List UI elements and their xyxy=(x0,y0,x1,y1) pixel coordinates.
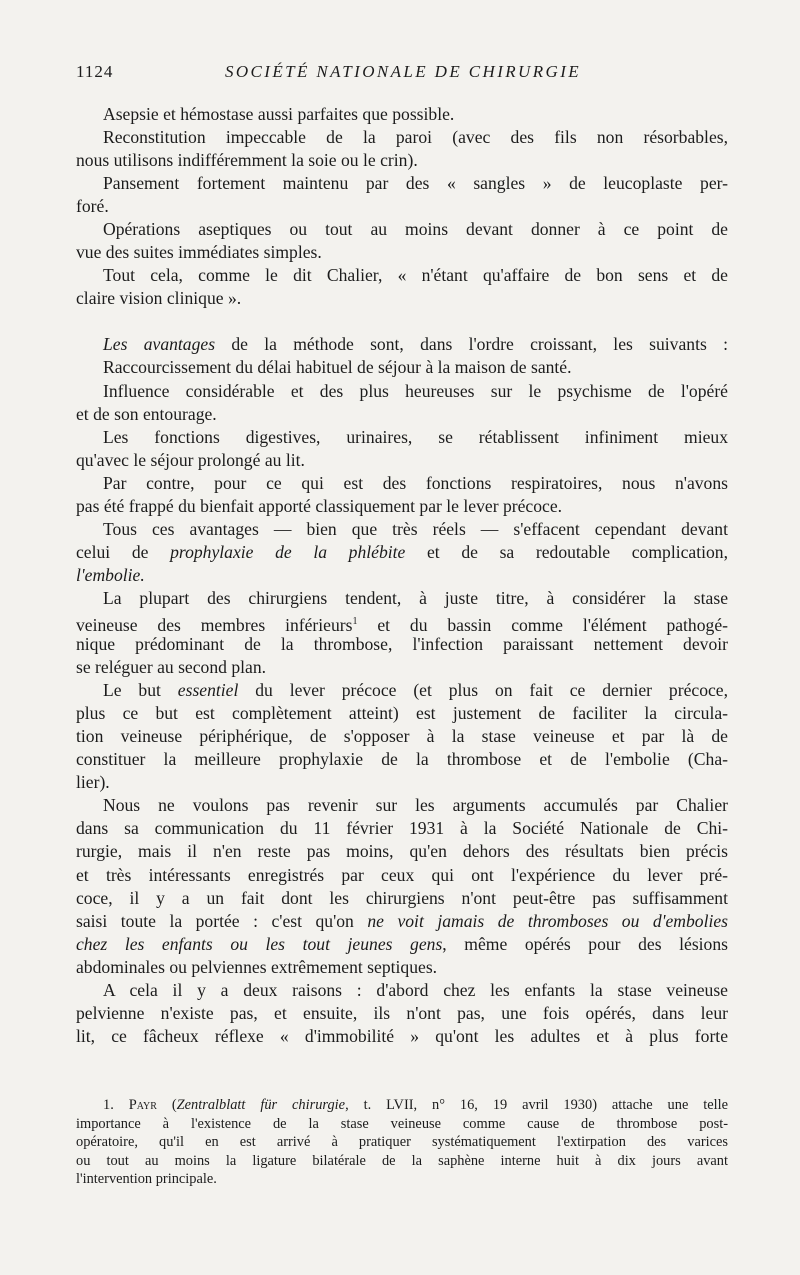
text-line: dans sa communication du 11 février 1931 à la Société Nationale de Chi- xyxy=(76,818,728,839)
text-line: rurgie, mais il n'en reste pas moins, qu'en dehors des résultats bien précis xyxy=(76,841,728,862)
emphasis: Les avantages xyxy=(103,334,216,355)
text-line xyxy=(76,541,728,564)
text-line: Influence considérable et des plus heureuses sur le psychisme de l'opéré xyxy=(103,380,728,401)
text-line: qu'avec le séjour prolongé au lit. xyxy=(76,449,305,470)
text-run: et du bassin comme l'élément pathogé- xyxy=(357,614,728,635)
text-line xyxy=(76,610,728,633)
text-line: plus ce but est complètement atteint) est justement de faciliter la circula- xyxy=(76,703,728,724)
running-head xyxy=(76,62,730,86)
text-line: se reléguer au second plan. xyxy=(76,657,267,678)
text-line: lier). xyxy=(76,772,110,793)
emphasis: prophylaxie de la phlébite xyxy=(170,541,406,562)
text-run: celui de xyxy=(76,541,171,562)
text-line: foré. xyxy=(76,196,109,217)
text-run: saisi toute la portée : c'est qu'on xyxy=(76,910,368,931)
text-line xyxy=(76,910,728,933)
text-line: et de son entourage. xyxy=(76,403,217,424)
text-line: pelvienne n'existe pas, et ensuite, ils n'ont pas, une fois opérés, dans leur xyxy=(76,1002,728,1023)
text-line: A cela il y a deux raisons : d'abord chez les enfants la stase veineuse xyxy=(103,979,728,1000)
text-line: pas été frappé du bienfait apporté classiquement par le lever précoce. xyxy=(76,495,563,516)
text-run: veineuse des membres inférieurs xyxy=(76,614,353,635)
text-line: Nous ne voulons pas revenir sur les arguments accumulés par Chalier xyxy=(103,795,728,816)
text-line: Asepsie et hémostase aussi parfaites que possible. xyxy=(103,104,455,124)
text-line: Tous ces avantages — bien que très réels — s'effacent cependant devant xyxy=(103,518,728,539)
footnote-line: importance à l'existence de la stase veineuse comme cause de thrombose post- xyxy=(76,1115,728,1132)
text-line: l'embolie. xyxy=(76,564,145,585)
text-line: Les fonctions digestives, urinaires, se rétablissent infiniment mieux xyxy=(103,426,728,447)
text-run: et de sa redoutable complication, xyxy=(405,541,728,562)
text-line: abdominales ou pelviennes extrêmement septiques. xyxy=(76,956,438,977)
footnote-line: l'intervention principale. xyxy=(76,1171,217,1188)
text-line: et très intéressants enregistrés par ceux qui ont l'expérience du lever pré- xyxy=(76,864,728,885)
text-run: , même opérés pour des lésions xyxy=(442,933,729,954)
text-line: claire vision clinique ». xyxy=(76,288,242,309)
footnote-source: Zentralblatt für chirurgie xyxy=(176,1097,346,1113)
text-line xyxy=(76,933,728,956)
text-line: nique prédominant de la thrombose, l'infection paraissant nettement devoir xyxy=(76,634,728,655)
footnote-author: Payr xyxy=(128,1097,157,1113)
text-line: Opérations aseptiques ou tout au moins devant donner à ce point de xyxy=(103,219,728,240)
emphasis: ne voit jamais de thromboses ou d'embolies xyxy=(367,910,728,931)
text-line: tion veineuse périphérique, de s'opposer à la stase veineuse et par là de xyxy=(76,726,728,747)
footnote xyxy=(76,1096,728,1189)
text-run: du lever précoce (et plus on fait ce dernier précoce, xyxy=(238,680,729,701)
footnote-marker: 1 xyxy=(352,615,358,627)
text-line xyxy=(76,679,728,702)
text-run: ( xyxy=(156,1097,177,1113)
text-run: , t. LVII, n° 16, 19 avril 1930) attache une telle xyxy=(345,1097,729,1113)
text-line: Pansement fortement maintenu par des « sangles » de leucoplaste per- xyxy=(103,173,728,194)
text-line: La plupart des chirurgiens tendent, à juste titre, à considérer la stase xyxy=(103,587,728,608)
footnote-line xyxy=(76,1096,728,1115)
text-line: nous utilisons indifféremment la soie ou le crin). xyxy=(76,150,418,171)
paragraph-gap xyxy=(76,310,728,333)
emphasis: essentiel xyxy=(177,680,239,701)
text-line: coce, il y a un fait dont les chirurgiens n'ont peut-être pas suffisamment xyxy=(76,887,728,908)
text-line: Raccourcissement du délai habituel de séjour à la maison de santé. xyxy=(103,357,572,378)
footnote-number: 1. xyxy=(103,1097,129,1113)
body-text xyxy=(76,103,728,1048)
text-line: Reconstitution impeccable de la paroi (avec des fils non résorbables, xyxy=(103,127,728,148)
text-line: Par contre, pour ce qui est des fonctions respiratoires, nous n'avons xyxy=(103,472,728,493)
text-run: de la méthode sont, dans l'ordre croissant, les suivants : xyxy=(215,334,728,355)
footnote-line: opératoire, qu'il en est arrivé à pratiquer systématiquement l'extirpation des varices xyxy=(76,1134,728,1151)
text-line: Tout cela, comme le dit Chalier, « n'étant qu'affaire de bon sens et de xyxy=(103,265,728,286)
text-line: lit, ce fâcheux réflexe « d'immobilité » qu'ont les adultes et à plus forte xyxy=(76,1025,728,1046)
text-run: Le but xyxy=(103,680,178,701)
emphasis: chez les enfants ou les tout jeunes gens xyxy=(76,933,443,954)
text-line: vue des suites immédiates simples. xyxy=(76,242,322,263)
text-line: constituer la meilleure prophylaxie de la thrombose et de l'embolie (Cha- xyxy=(76,749,728,770)
footnote-line: ou tout au moins la ligature bilatérale de la saphène interne huit à dix jours avant xyxy=(76,1152,728,1169)
journal-title: SOCIÉTÉ NATIONALE DE CHIRURGIE xyxy=(224,62,582,81)
text-line xyxy=(76,333,728,356)
page-number: 1124 xyxy=(76,62,114,81)
